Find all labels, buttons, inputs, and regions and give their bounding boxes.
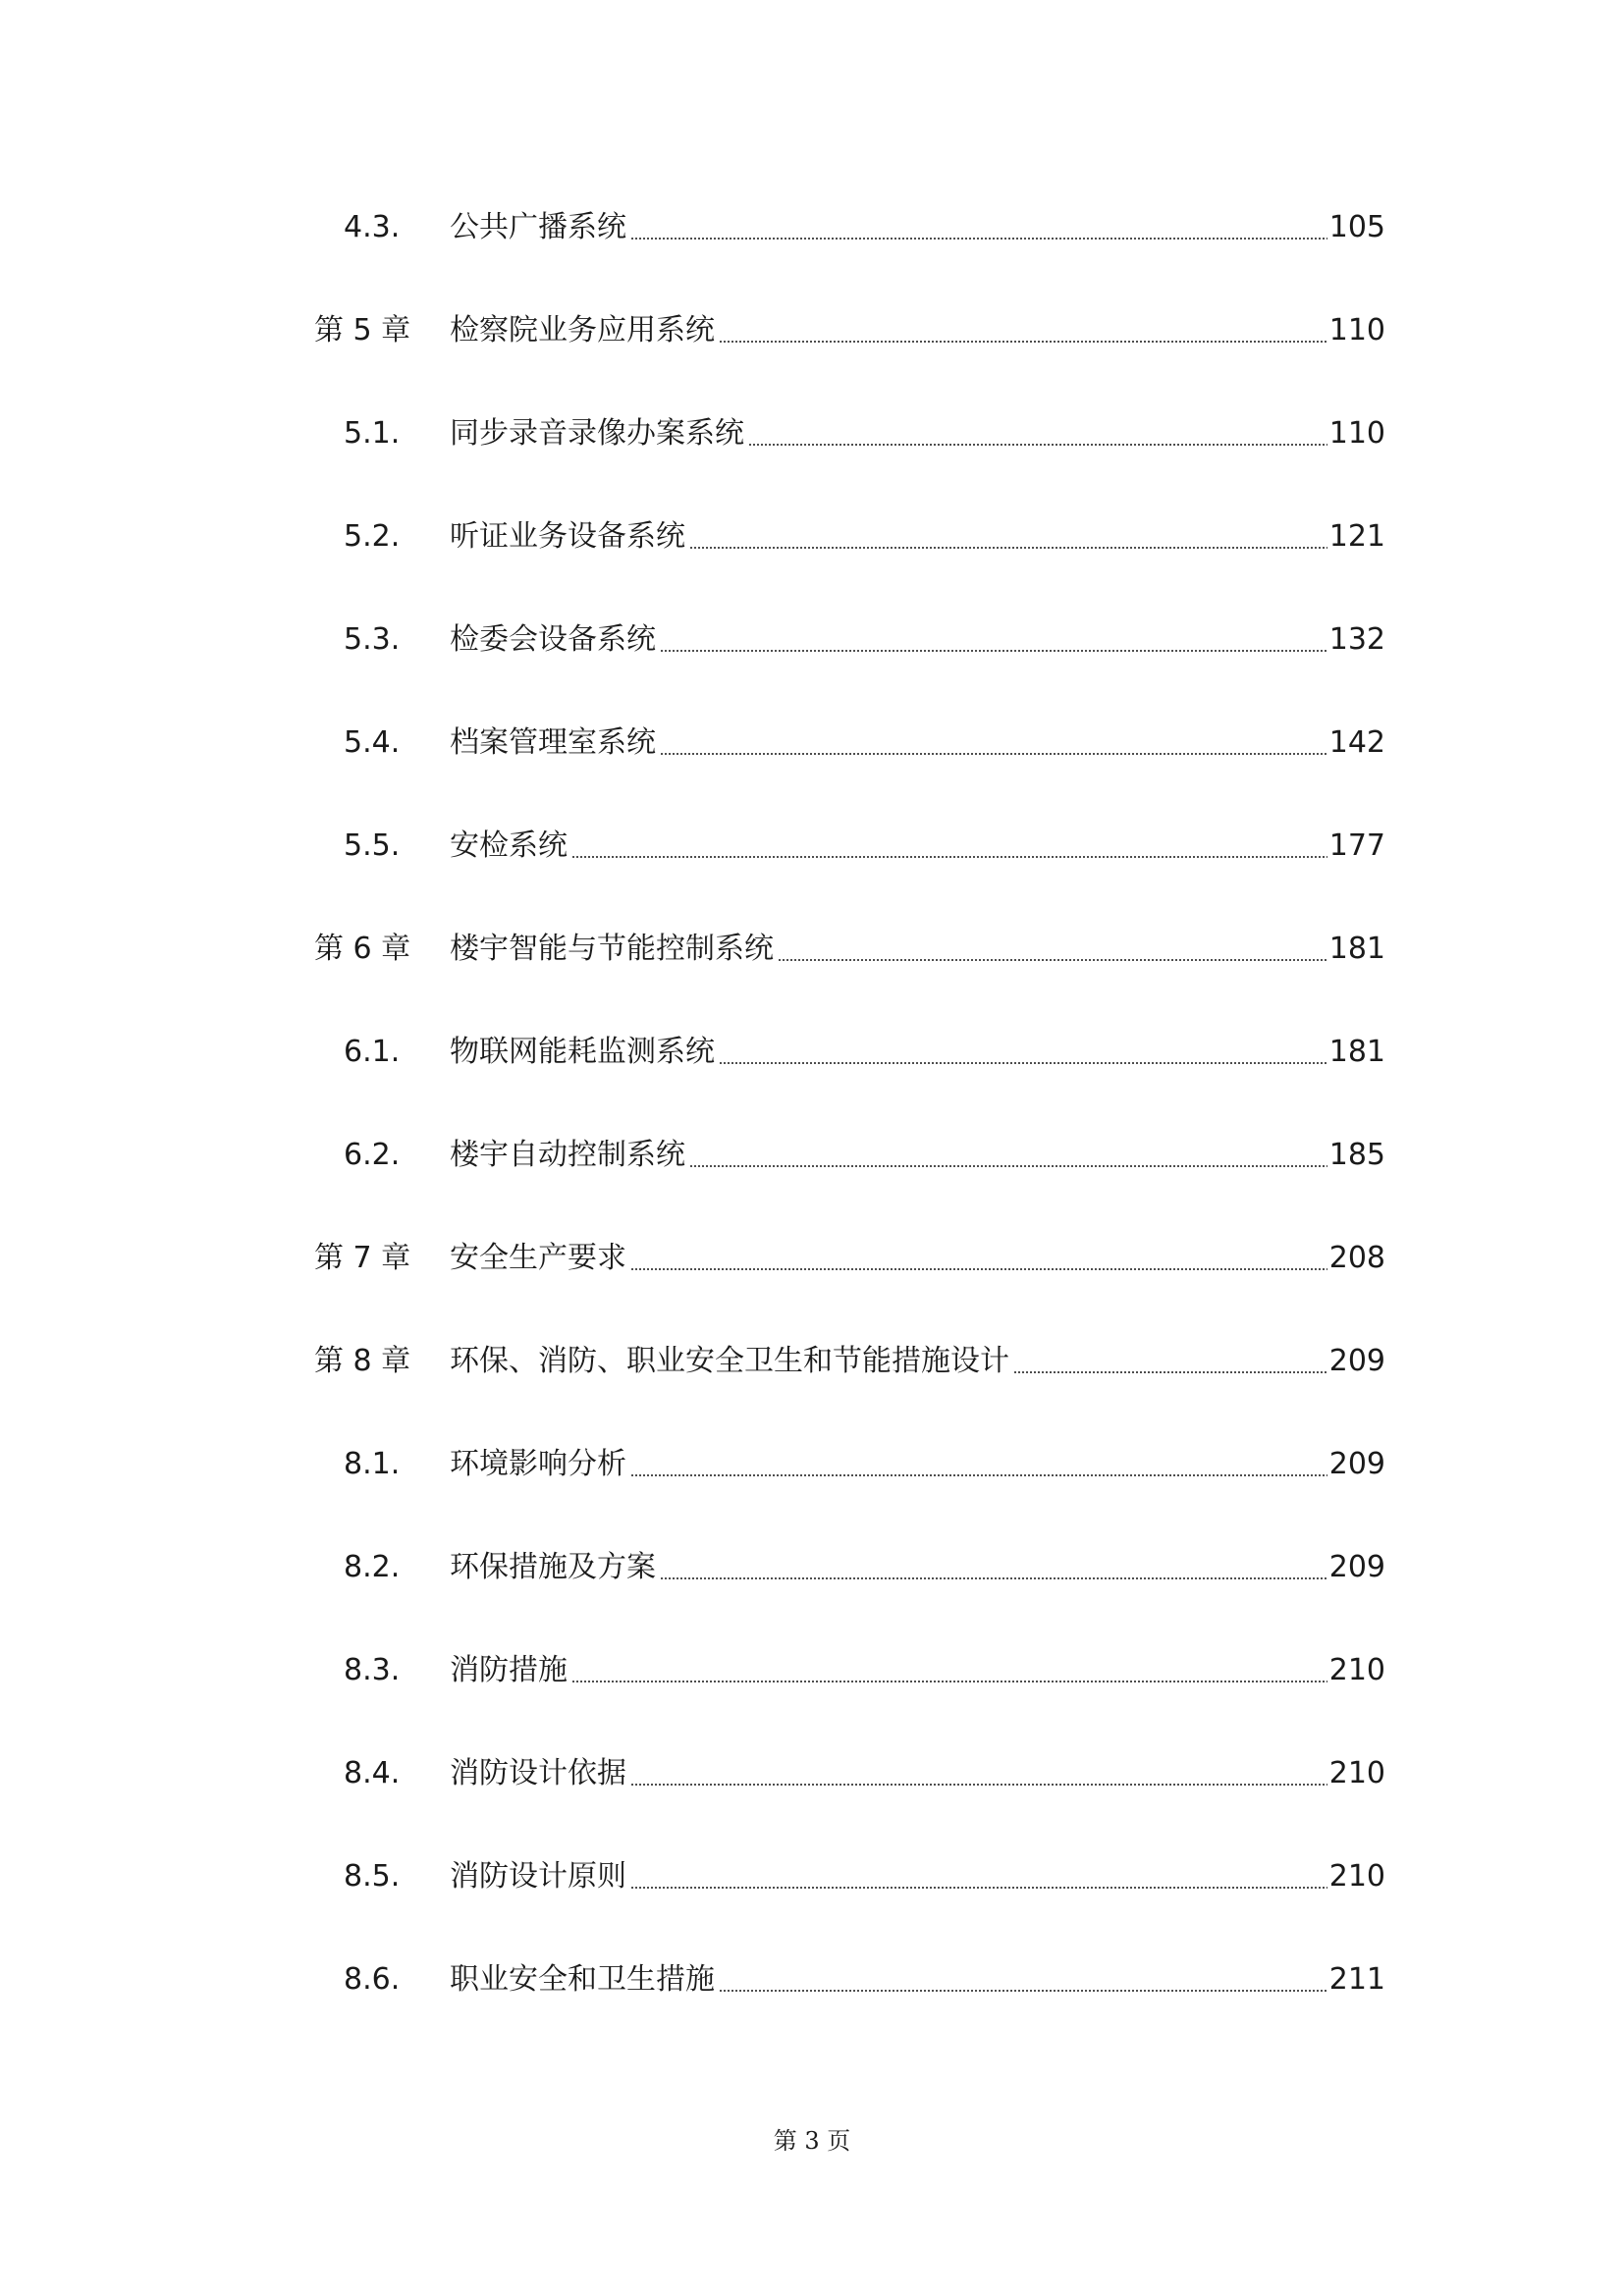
toc-entry[interactable] [0, 620, 1624, 723]
toc-dot-leader [689, 547, 1327, 549]
toc-entry-number: 6.2. [344, 1138, 401, 1172]
toc-dot-leader [719, 1062, 1327, 1064]
toc-entry-number: 5.1. [344, 416, 401, 451]
toc-dot-leader [719, 341, 1327, 343]
toc-entry-title: 消防设计原则 [450, 1859, 626, 1894]
toc-entry-title: 检委会设备系统 [450, 622, 656, 657]
toc-entry-number: 5.4. [344, 725, 401, 760]
toc-entry-page: 132 [1328, 622, 1385, 657]
toc-entry-title: 环保措施及方案 [450, 1550, 656, 1584]
toc-entry-page: 110 [1328, 313, 1385, 347]
toc-entry-page: 209 [1328, 1447, 1385, 1481]
toc-entry[interactable] [0, 1342, 1624, 1445]
toc-dot-leader [630, 1474, 1327, 1476]
toc-dot-leader [571, 1681, 1327, 1682]
toc-entry-number: 第 8 章 [314, 1344, 411, 1378]
toc-entry-page: 210 [1328, 1756, 1385, 1790]
table-of-contents [0, 208, 1624, 2063]
toc-entry-number: 8.2. [344, 1550, 401, 1584]
toc-entry[interactable] [0, 723, 1624, 827]
toc-entry-line [450, 1239, 1385, 1278]
toc-entry-title: 职业安全和卫生措施 [450, 1962, 715, 1997]
toc-entry[interactable] [0, 1651, 1624, 1754]
toc-entry-line [450, 1754, 1385, 1793]
toc-entry-title: 物联网能耗监测系统 [450, 1035, 715, 1069]
toc-entry-page: 105 [1328, 210, 1385, 244]
toc-entry-page: 210 [1328, 1859, 1385, 1894]
toc-entry[interactable] [0, 311, 1624, 414]
toc-entry-title: 消防措施 [450, 1653, 568, 1687]
toc-entry-line [450, 1857, 1385, 1896]
toc-entry-line [450, 1960, 1385, 2000]
toc-entry[interactable] [0, 1136, 1624, 1239]
toc-entry-line [450, 1445, 1385, 1484]
toc-entry-title: 安检系统 [450, 828, 568, 863]
toc-entry-page: 142 [1328, 725, 1385, 760]
toc-entry-title: 档案管理室系统 [450, 725, 656, 760]
toc-entry-line [450, 1342, 1385, 1381]
toc-entry-page: 209 [1328, 1344, 1385, 1378]
toc-entry-line [450, 311, 1385, 350]
toc-entry-number: 5.3. [344, 622, 401, 657]
toc-entry-page: 208 [1328, 1241, 1385, 1275]
toc-entry-number: 8.4. [344, 1756, 401, 1790]
toc-entry-title: 公共广播系统 [450, 210, 626, 244]
toc-entry-title: 环保、消防、职业安全卫生和节能措施设计 [450, 1344, 1009, 1378]
toc-entry-number: 8.5. [344, 1859, 401, 1894]
toc-entry-line [450, 827, 1385, 866]
toc-entry-line [450, 208, 1385, 247]
toc-entry-line [450, 1651, 1385, 1690]
toc-entry-line [450, 414, 1385, 454]
toc-entry[interactable] [0, 1754, 1624, 1857]
toc-entry[interactable] [0, 1548, 1624, 1651]
toc-entry[interactable] [0, 517, 1624, 620]
toc-entry-line [450, 1033, 1385, 1072]
toc-dot-leader [630, 1268, 1327, 1270]
toc-entry[interactable] [0, 827, 1624, 930]
toc-entry-title: 楼宇自动控制系统 [450, 1138, 685, 1172]
toc-entry-number: 6.1. [344, 1035, 401, 1069]
toc-entry-title: 听证业务设备系统 [450, 519, 685, 554]
toc-dot-leader [660, 1577, 1327, 1579]
toc-entry-page: 181 [1328, 1035, 1385, 1069]
toc-dot-leader [1013, 1371, 1327, 1373]
toc-dot-leader [660, 650, 1327, 652]
toc-entry-title: 环境影响分析 [450, 1447, 626, 1481]
toc-entry-page: 110 [1328, 416, 1385, 451]
toc-dot-leader [630, 1887, 1327, 1889]
toc-entry-number: 第 7 章 [314, 1241, 411, 1275]
toc-dot-leader [630, 238, 1327, 240]
toc-dot-leader [660, 753, 1327, 755]
toc-entry-title: 消防设计依据 [450, 1756, 626, 1790]
toc-entry-page: 181 [1328, 932, 1385, 966]
toc-entry[interactable] [0, 930, 1624, 1033]
toc-entry[interactable] [0, 1033, 1624, 1136]
toc-entry[interactable] [0, 1445, 1624, 1548]
toc-entry[interactable] [0, 1857, 1624, 1960]
toc-entry-line [450, 723, 1385, 763]
toc-entry-title: 同步录音录像办案系统 [450, 416, 744, 451]
toc-dot-leader [719, 1990, 1327, 1992]
toc-entry-number: 8.3. [344, 1653, 401, 1687]
toc-entry-number: 5.5. [344, 828, 401, 863]
toc-entry-page: 211 [1328, 1962, 1385, 1997]
toc-entry[interactable] [0, 1239, 1624, 1342]
toc-entry-page: 210 [1328, 1653, 1385, 1687]
toc-entry[interactable] [0, 208, 1624, 311]
toc-entry-page: 185 [1328, 1138, 1385, 1172]
toc-entry-line [450, 1136, 1385, 1175]
toc-dot-leader [571, 856, 1327, 858]
toc-entry-line [450, 517, 1385, 557]
toc-entry-title: 楼宇智能与节能控制系统 [450, 932, 774, 966]
toc-entry-title: 检察院业务应用系统 [450, 313, 715, 347]
toc-dot-leader [630, 1784, 1327, 1786]
toc-entry-number: 8.6. [344, 1962, 401, 1997]
toc-entry-number: 5.2. [344, 519, 401, 554]
toc-entry[interactable] [0, 1960, 1624, 2063]
toc-entry-number: 第 5 章 [314, 313, 411, 347]
toc-entry-page: 177 [1328, 828, 1385, 863]
toc-entry[interactable] [0, 414, 1624, 517]
toc-entry-title: 安全生产要求 [450, 1241, 626, 1275]
toc-dot-leader [689, 1165, 1327, 1167]
toc-entry-number: 4.3. [344, 210, 401, 244]
toc-entry-number: 第 6 章 [314, 932, 411, 966]
page-number-footer: 第 3 页 [773, 2127, 851, 2155]
toc-entry-line [450, 620, 1385, 660]
toc-entry-line [450, 930, 1385, 969]
toc-entry-page: 121 [1328, 519, 1385, 554]
toc-entry-line [450, 1548, 1385, 1587]
toc-dot-leader [748, 444, 1327, 446]
toc-entry-page: 209 [1328, 1550, 1385, 1584]
toc-dot-leader [778, 959, 1327, 961]
toc-entry-number: 8.1. [344, 1447, 401, 1481]
